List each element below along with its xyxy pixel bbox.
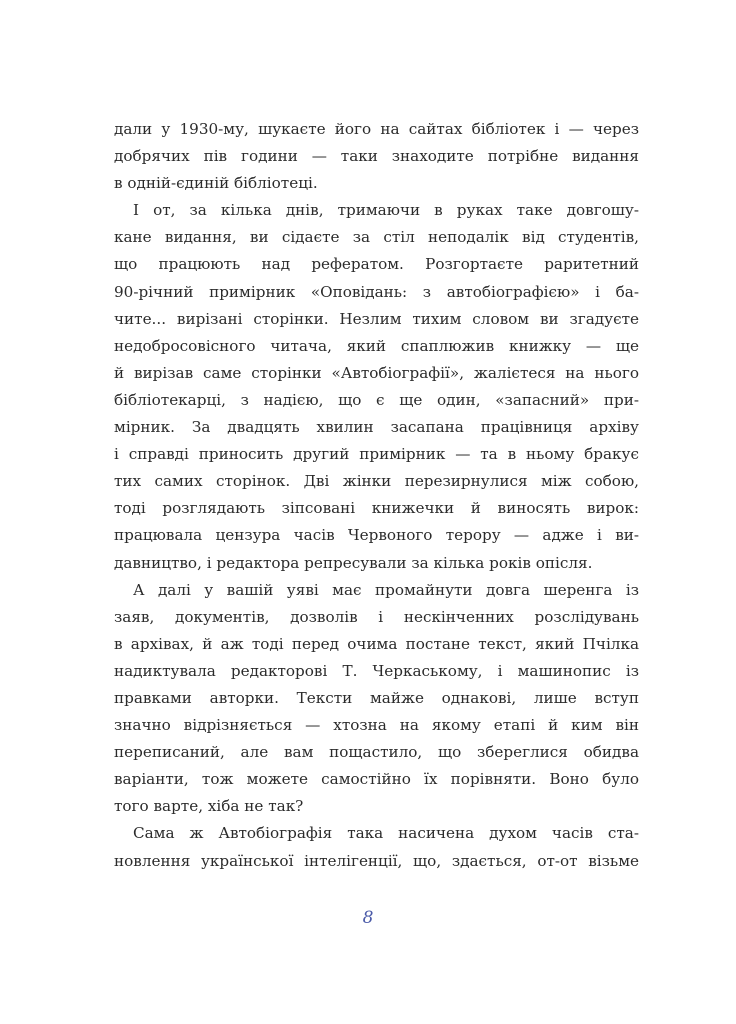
text-line: Сама ж Автобіографія така насичена духом часів ста- (133, 824, 639, 843)
text-line: І от, за кілька днів, тримаючи в руках таке довгошу- (133, 201, 639, 220)
text-line: бібліотекарці, з надією, що є ще один, «запасний» при- (114, 390, 639, 409)
text-line: кане видання, ви сідаєте за стіл неподалік від студентів, (114, 228, 639, 247)
text-line: в архівах, й аж тоді перед очима постане текст, який Пчілка (114, 634, 639, 653)
text-line: давництво, і редактора репресували за кілька років опісля. (114, 553, 593, 572)
text-line: варіанти, тож можете самостійно їх порівняти. Воно було (114, 770, 639, 789)
text-line: новлення української інтелігенції, що, здається, от-от візьме (114, 851, 639, 870)
text-line: в одній-єдиній бібліотеці. (114, 174, 318, 193)
text-line: переписаний, але вам пощастило, що збереглися обидва (114, 743, 639, 762)
text-line: недобросовісного читача, який спаплюжив книжку — ще (114, 336, 639, 355)
text-line: тоді розглядають зіпсовані книжечки й виносять вирок: (114, 499, 639, 518)
text-line: працювала цензура часів Червоного терору — адже і ви- (114, 526, 639, 545)
text-line: чите... вирізані сторінки. Незлим тихим словом ви згадуєте (114, 309, 639, 328)
text-line: дали у 1930-му, шукаєте його на сайтах бібліотек і — через (114, 120, 639, 138)
text-line: того варте, хіба не так? (114, 797, 304, 816)
text-line: заяв, документів, дозволів і нескінченних розслідувань (114, 607, 639, 626)
text-line: надиктувала редакторові Т. Черкаському, і машинопис із (114, 661, 639, 680)
text-line: значно відрізняється — хтозна на якому етапі й ким він (114, 716, 639, 735)
text-line: і справді приносить другий примірник — та в ньому бракує (114, 445, 639, 464)
text-line: правками авторки. Тексти майже однакові, лише вступ (114, 688, 639, 707)
text-line: тих самих сторінок. Дві жінки перезирнулися між собою, (114, 472, 639, 491)
text-line: А далі у вашій уяві має промайнути довга шеренга із (133, 580, 639, 599)
text-line: що працюють над рефератом. Розгортаєте раритетний (114, 255, 639, 274)
text-line: 90-річний примірник «Оповідань: з автобіографією» і ба- (114, 282, 639, 301)
text-line: добрячих пів години — таки знаходите потрібне видання (114, 147, 639, 166)
text-line: мірник. За двадцять хвилин засапана працівниця архіву (114, 418, 639, 437)
page-body (114, 116, 639, 875)
page-number: 8 (362, 908, 374, 928)
text-line: й вирізав саме сторінки «Автобіографії», жалієтеся на нього (114, 363, 639, 382)
